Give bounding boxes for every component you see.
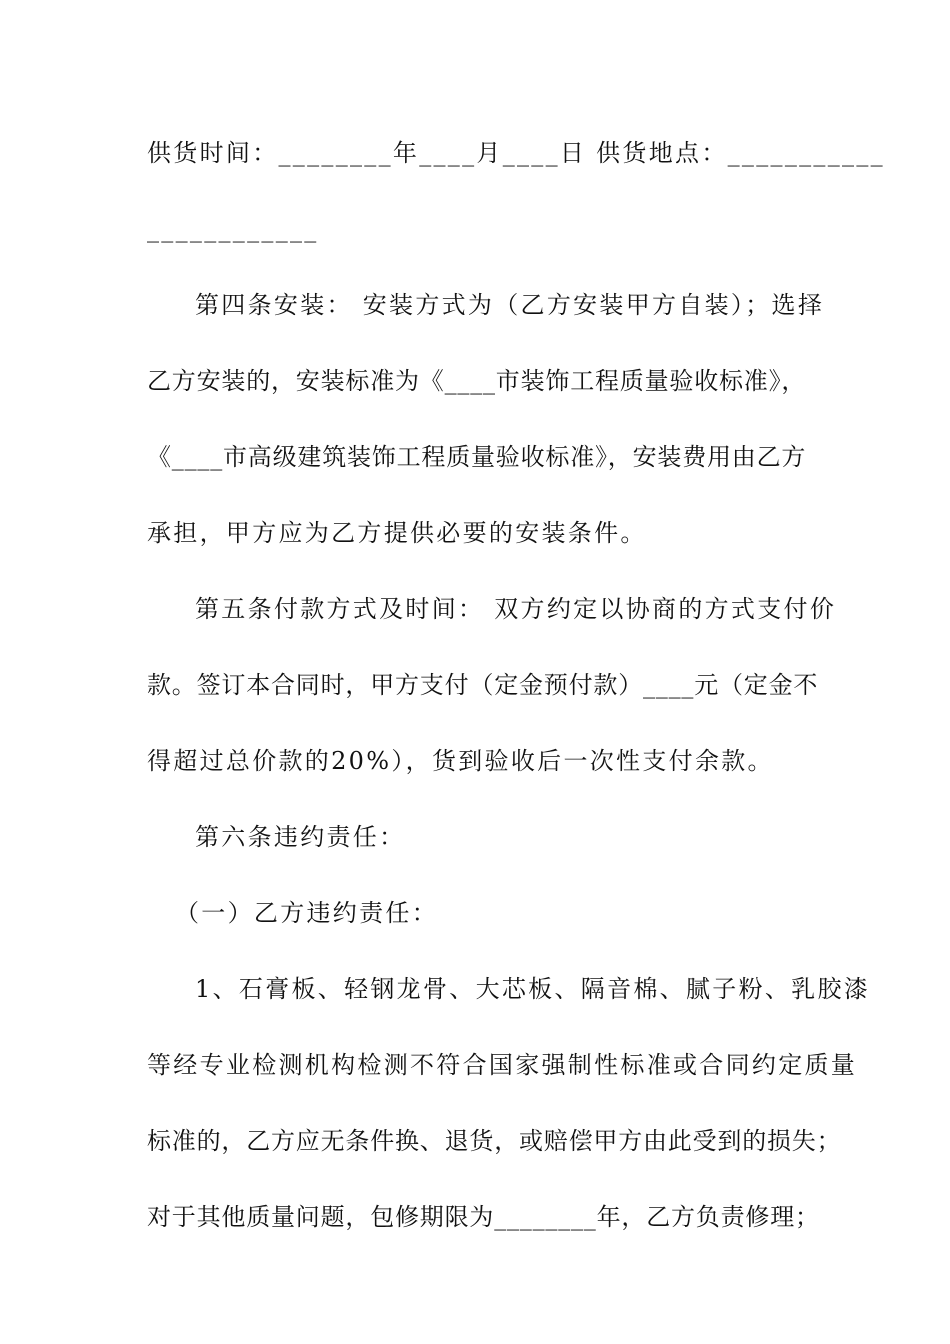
article-4-installation-line-3: 《____市高级建筑装饰工程质量验收标准》，安装费用由乙方 (147, 443, 807, 471)
clause-1-line-2: 等经专业检测机构检测不符合国家强制性标准或合同约定质量 (147, 1051, 858, 1079)
supply-place-blank-line: ____________ (147, 215, 319, 243)
article-4-installation-line-2: 乙方安装的，安装标准为《____市装饰工程质量验收标准》， (147, 367, 807, 395)
article-6-heading: 第六条违约责任： (195, 823, 406, 851)
supply-time-place-line: 供货时间：________年____月____日 供货地点：___________ (147, 139, 885, 167)
article-5-payment-line-2: 款。签订本合同时，甲方支付（定金预付款）____元（定金不 (147, 671, 819, 699)
article-4-installation-line-1: 第四条安装： 安装方式为（乙方安装甲方自装）；选择 (195, 291, 825, 319)
clause-1-line-4: 对于其他质量问题，包修期限为________年，乙方负责修理； (147, 1203, 820, 1231)
article-5-payment-line-3: 得超过总价款的20%），货到验收后一次性支付余款。 (147, 747, 774, 775)
clause-1-line-1: 1、石膏板、轻钢龙骨、大芯板、隔音棉、腻子粉、乳胶漆 (195, 975, 871, 1003)
article-4-installation-line-4: 承担，甲方应为乙方提供必要的安装条件。 (147, 519, 647, 547)
article-5-payment-line-1: 第五条付款方式及时间： 双方约定以协商的方式支付价 (195, 595, 837, 623)
party-b-liability-heading: （一）乙方违约责任： (175, 899, 438, 927)
clause-1-line-3: 标准的，乙方应无条件换、退货，或赔偿甲方由此受到的损失； (147, 1127, 842, 1155)
